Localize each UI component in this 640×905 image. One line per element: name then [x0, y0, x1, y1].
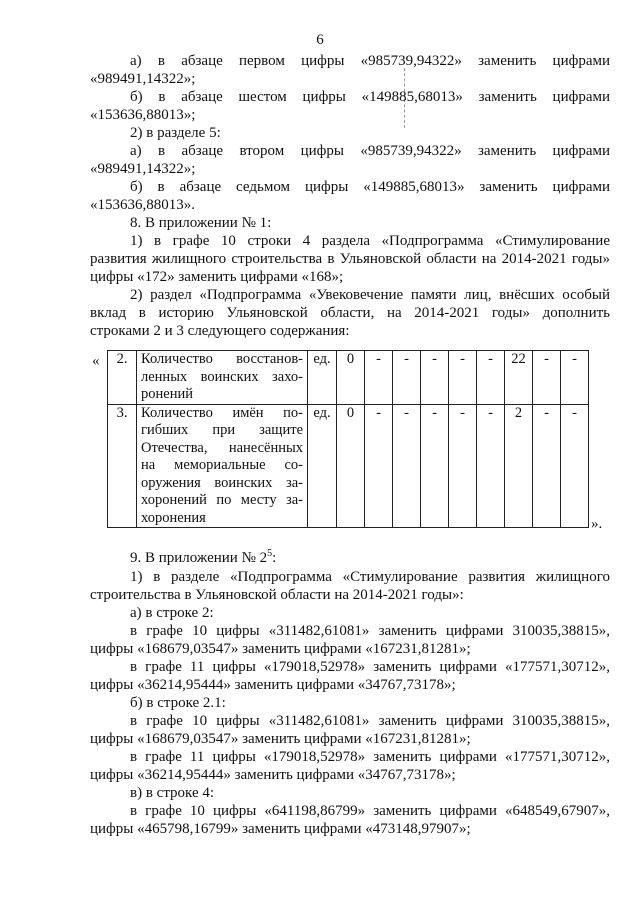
row-unit: ед.	[308, 351, 337, 405]
inserted-rows-table	[107, 350, 589, 528]
paragraph-line: в графе 10 цифры «641198,86799» заменить цифрами «648549,67907»,	[130, 803, 610, 819]
appendix-heading-text: 9. В приложении № 2	[130, 550, 268, 566]
paragraph-line: цифры «36214,95444» заменить цифрами «34767,73178»;	[90, 677, 456, 693]
paragraph-line: в графе 10 цифры «311482,61081» заменить цифрами 310035,38815»,	[130, 623, 610, 639]
paragraph-line: цифры «168679,03547» заменить цифрами «167231,81281»;	[90, 731, 471, 747]
value-cell: -	[477, 404, 505, 528]
paragraph-line: б) в строке 2.1:	[130, 695, 226, 711]
paragraph-line: 2) раздел «Подпрограмма «Увековечение памяти лиц, внёсших особый	[130, 287, 610, 303]
paragraph-line: 1) в разделе «Подпрограмма «Стимулирование развития жилищного	[130, 569, 610, 585]
value-cell: 22	[505, 351, 533, 405]
value-cell: -	[561, 351, 589, 405]
desc-line: ленных воинских захо-	[141, 368, 303, 385]
paragraph-line: в графе 10 цифры «311482,61081» заменить цифрами 310035,38815»,	[130, 713, 610, 729]
appendix-heading	[130, 545, 610, 567]
appendix-heading-colon: :	[272, 550, 277, 566]
value-cell: 0	[337, 404, 365, 528]
value-cell: 2	[505, 404, 533, 528]
table-row	[108, 351, 589, 405]
row-description	[137, 404, 308, 528]
value-cell: -	[533, 404, 561, 528]
table-open-quote: «	[92, 353, 100, 369]
page-number: 6	[316, 32, 324, 48]
paragraph-line: 1) в графе 10 строки 4 раздела «Подпрограмма «Стимулирование	[130, 233, 610, 249]
value-cell: -	[449, 351, 477, 405]
paragraph-line: «153636,88013».	[90, 197, 195, 213]
desc-line: Количество имён по-	[141, 404, 303, 421]
value-cell: -	[365, 404, 393, 528]
paragraph-line: вклад в историю Ульяновской области, на 2014-2021 годы» дополнить	[90, 305, 610, 321]
paragraph-line: а) в абзаце втором цифры «985739,94322» заменить цифрами	[130, 143, 610, 159]
appendix-superscript: 5	[267, 548, 273, 559]
desc-line: на мемориальные со-	[141, 457, 303, 473]
value-cell: -	[393, 351, 421, 405]
paragraph-line: в графе 11 цифры «179018,52978» заменить цифрами «177571,30712»,	[130, 749, 610, 765]
paragraph-line: «989491,14322»;	[90, 161, 196, 177]
row-description	[137, 351, 308, 405]
value-cell: -	[421, 351, 449, 405]
paragraph-line: 8. В приложении № 1:	[130, 215, 272, 231]
paragraph-line: в графе 11 цифры «179018,52978» заменить цифрами «177571,30712»,	[130, 659, 610, 675]
paragraph-line: б) в абзаце шестом цифры «149885,68013» заменить цифрами	[130, 89, 610, 105]
value-cell: -	[393, 404, 421, 528]
desc-line: гибших при защите	[141, 422, 303, 438]
row-number: 3.	[108, 404, 137, 528]
value-cell: -	[533, 351, 561, 405]
row-number: 2.	[108, 351, 137, 405]
value-cell: -	[365, 351, 393, 405]
paragraph-line: «989491,14322»;	[90, 71, 196, 87]
table-close-quote: ».	[591, 516, 603, 532]
row-unit: ед.	[308, 404, 337, 528]
paragraph-line: цифры «172» заменить цифрами «168»;	[90, 269, 344, 285]
paragraph-line: цифры «168679,03547» заменить цифрами «167231,81281»;	[90, 641, 471, 657]
paragraph-line: цифры «36214,95444» заменить цифрами «34767,73178»;	[90, 767, 456, 783]
value-cell: -	[477, 351, 505, 405]
value-cell: -	[449, 404, 477, 528]
table-row	[108, 404, 589, 528]
desc-line: хоронений по месту за-	[141, 492, 303, 508]
desc-line: ронений	[141, 386, 193, 402]
value-cell: 0	[337, 351, 365, 405]
paragraph-line: строками 2 и 3 следующего содержания:	[90, 323, 350, 339]
desc-line: Количество восстанов-	[141, 351, 303, 367]
paragraph-line: цифры «465798,16799» заменить цифрами «473148,97907»;	[90, 821, 471, 837]
desc-line: Отечества, нанесённых	[141, 439, 303, 456]
paragraph-line: развития жилищного строительства в Ульяновской области на 2014-2021 годы»	[90, 251, 610, 267]
paragraph-line: б) в абзаце седьмом цифры «149885,68013» заменить цифрами	[130, 179, 610, 195]
value-cell: -	[421, 404, 449, 528]
paragraph-line: «153636,88013»;	[90, 107, 196, 123]
paragraph-line: 2) в разделе 5:	[130, 125, 221, 141]
desc-line: оружения воинских за-	[141, 474, 303, 491]
value-cell: -	[561, 404, 589, 528]
desc-line: хоронения	[141, 509, 206, 526]
paragraph-line: а) в абзаце первом цифры «985739,94322» заменить цифрами	[130, 53, 610, 69]
paragraph-line: строительства в Ульяновской области на 2014-2021 годы»:	[90, 587, 464, 603]
paragraph-line: в) в строке 4:	[130, 785, 215, 801]
paragraph-line: а) в строке 2:	[130, 605, 214, 621]
